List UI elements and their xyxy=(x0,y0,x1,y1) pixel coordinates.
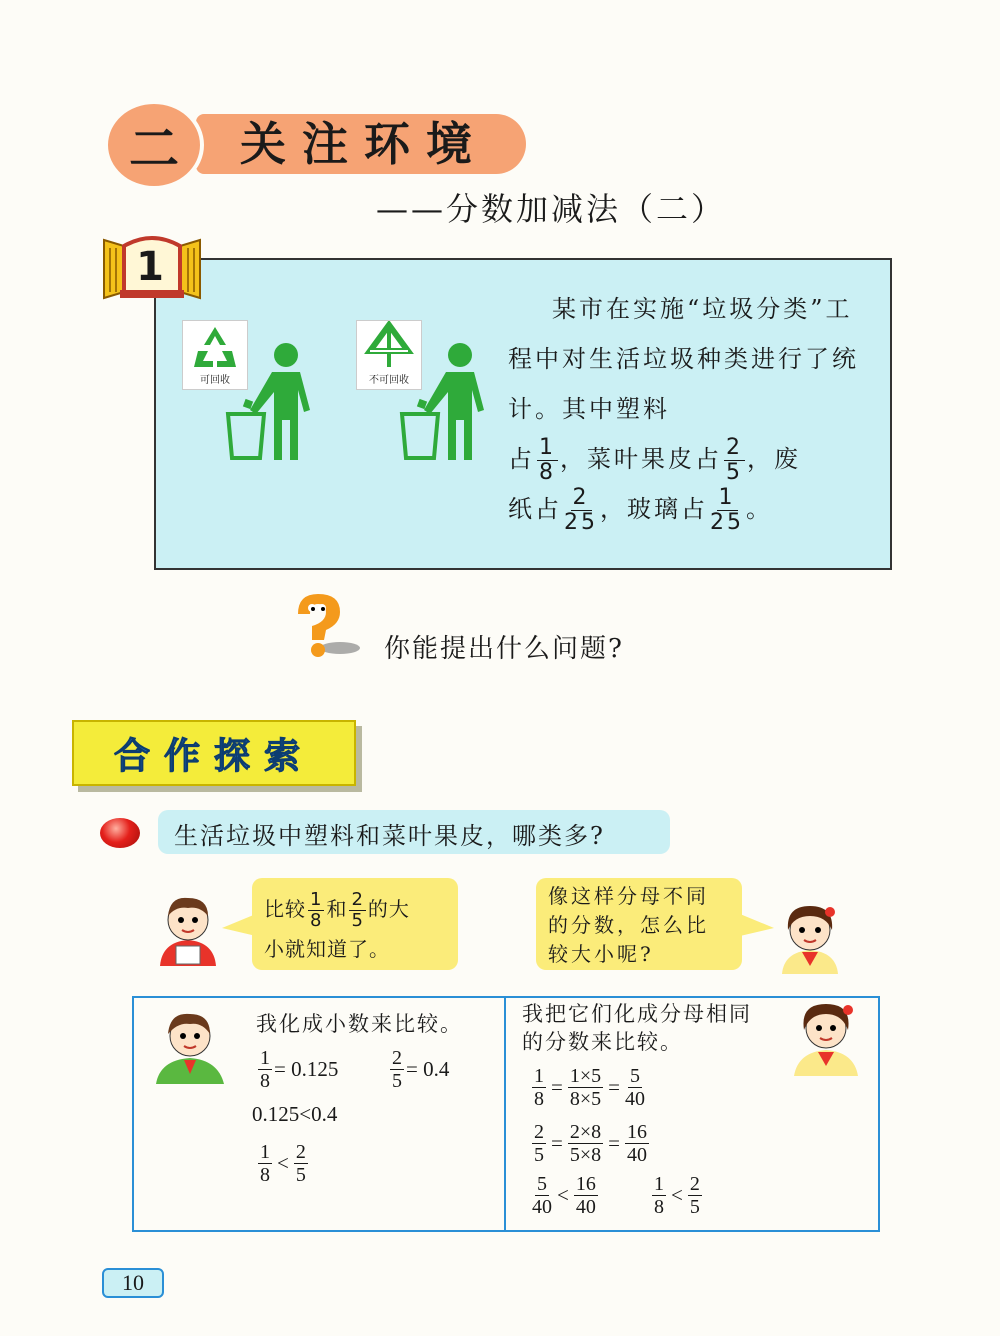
fraction xyxy=(294,1142,308,1185)
fraction-denominator: 8 xyxy=(539,460,556,485)
question-mark-icon xyxy=(286,590,366,662)
fraction-numerator: 1 xyxy=(534,1065,544,1087)
comparison-operator: < xyxy=(277,1151,289,1175)
recyclable-label: 可回收 xyxy=(200,375,230,386)
fraction-numerator: 2 xyxy=(572,485,590,510)
fraction-denominator: 8 xyxy=(654,1196,664,1218)
method1-equation-2 xyxy=(388,1048,449,1091)
fraction-denominator: 5 xyxy=(689,1196,700,1218)
unit-number: 二 xyxy=(129,119,179,178)
equals-sign: = xyxy=(608,1075,620,1099)
fraction-denominator: 40 xyxy=(575,1196,596,1218)
question-text: 你能提出什么问题? xyxy=(384,634,624,664)
fraction-numerator: 2 xyxy=(392,1047,402,1069)
fraction xyxy=(349,891,365,930)
method2-title xyxy=(522,1000,792,1056)
boy-avatar xyxy=(150,1008,230,1086)
bubble-text: 小就知道了。 xyxy=(264,937,390,961)
fraction-numerator: 2×8 xyxy=(569,1121,602,1143)
bubble-text: 较大小呢? xyxy=(548,942,654,966)
method2-title-line: 的分数来比较。 xyxy=(522,1030,683,1054)
method1-title: 我化成小数来比较。 xyxy=(256,1012,463,1036)
fraction-denominator: 40 xyxy=(624,1088,645,1110)
fraction-denominator: 40 xyxy=(626,1144,647,1166)
equals-sign: = xyxy=(551,1131,563,1155)
bubble-tail xyxy=(222,910,256,940)
scenario-intro: 某市在实施“垃圾分类”工程中对生活垃圾种类进行了统计。其中塑料 xyxy=(508,295,859,423)
section-label-text: 合作探索 xyxy=(113,735,314,777)
method1-decimal-compare: 0.125<0.4 xyxy=(252,1102,338,1126)
bubble-text: 像这样分母不同 xyxy=(548,884,709,908)
glass-fraction xyxy=(710,487,744,534)
fraction-denominator: 8 xyxy=(310,910,323,931)
scenario-text xyxy=(508,284,878,534)
fraction xyxy=(258,1048,272,1091)
fraction xyxy=(390,1048,404,1091)
fraction xyxy=(688,1174,702,1217)
fraction-denominator: 5 xyxy=(534,1144,544,1166)
fraction-numerator: 1 xyxy=(718,485,736,510)
fraction-denominator: 25 xyxy=(564,510,598,535)
fraction xyxy=(625,1122,649,1165)
fraction xyxy=(568,1066,603,1109)
page-number-badge xyxy=(102,1268,164,1298)
fraction xyxy=(568,1122,603,1165)
scenario-box xyxy=(154,258,892,570)
fraction-numerator: 1 xyxy=(260,1141,270,1163)
section-label xyxy=(72,720,356,786)
person-throwing-trash-icon xyxy=(220,340,320,464)
glass-prefix: ，玻璃占 xyxy=(600,495,708,523)
fraction xyxy=(532,1174,552,1217)
paper-fraction xyxy=(564,487,598,534)
girl-avatar xyxy=(786,1000,866,1078)
fraction-numerator: 2 xyxy=(726,435,743,460)
equals-sign: = xyxy=(551,1075,563,1099)
fraction-denominator: 25 xyxy=(710,510,744,535)
fraction-denominator: 5×8 xyxy=(569,1144,602,1166)
veg-fraction xyxy=(724,437,745,484)
fraction-denominator: 8 xyxy=(260,1164,270,1186)
comparison-operator: < xyxy=(671,1183,683,1207)
unit-title: 关注环境 xyxy=(240,117,488,171)
girl-avatar xyxy=(772,900,848,976)
unit-number-badge xyxy=(104,100,204,190)
veg-suffix: ，废 xyxy=(747,445,801,473)
method2-title-line: 我把它们化成分母相同 xyxy=(522,1002,752,1026)
fraction-numerator: 1 xyxy=(539,435,556,460)
speech-bubble-left-text xyxy=(264,890,454,968)
plastic-fraction xyxy=(537,437,558,484)
fraction-numerator: 1 xyxy=(654,1173,664,1195)
fraction xyxy=(574,1174,598,1217)
veg-prefix: ，菜叶果皮占 xyxy=(560,445,722,473)
fraction-numerator: 16 xyxy=(626,1121,647,1143)
unit-subtitle: ——分数加减法（二） xyxy=(376,190,727,228)
fraction xyxy=(532,1066,546,1109)
fraction-numerator: 2 xyxy=(351,889,364,910)
fraction-numerator: 2 xyxy=(689,1173,700,1195)
fraction xyxy=(532,1122,546,1165)
fraction-denominator: 8 xyxy=(534,1088,544,1110)
example-number: 1 xyxy=(136,244,164,290)
fraction xyxy=(652,1174,666,1217)
fraction-numerator: 2 xyxy=(534,1121,544,1143)
person-throwing-trash-icon xyxy=(394,340,494,464)
method2-compare-1 xyxy=(530,1174,600,1217)
bubble-text: 比较 xyxy=(264,897,306,921)
paper-prefix: 纸占 xyxy=(508,495,562,523)
bubble-text: 的分数，怎么比 xyxy=(548,913,709,937)
fraction-denominator: 40 xyxy=(532,1196,552,1218)
boy-avatar xyxy=(152,892,224,972)
method2-compare-2 xyxy=(650,1174,704,1217)
fraction xyxy=(258,1142,272,1185)
fraction-numerator: 16 xyxy=(575,1173,596,1195)
fraction-numerator: 1×5 xyxy=(569,1065,602,1087)
solutions-divider xyxy=(504,996,506,1232)
decimal-value: = 0.125 xyxy=(274,1057,339,1081)
bubble-tail xyxy=(740,910,774,940)
fraction-denominator: 5 xyxy=(392,1070,402,1092)
bubble-text: 的大 xyxy=(367,897,410,921)
bullet-icon xyxy=(100,818,140,848)
method2-equation-1 xyxy=(530,1066,647,1109)
non-recyclable-label: 不可回收 xyxy=(369,375,409,386)
decimal-value: = 0.4 xyxy=(406,1057,450,1081)
fraction-numerator: 2 xyxy=(295,1141,306,1163)
method1-result xyxy=(256,1142,310,1185)
method1-equation-1 xyxy=(256,1048,338,1091)
fraction-denominator: 5 xyxy=(351,910,364,931)
equals-sign: = xyxy=(608,1131,620,1155)
fraction-numerator: 1 xyxy=(310,889,323,910)
comparison-operator: < xyxy=(557,1183,569,1207)
fraction-numerator: 1 xyxy=(260,1047,270,1069)
fraction-denominator: 8 xyxy=(260,1070,270,1092)
sub-question-text: 生活垃圾中塑料和菜叶果皮，哪类多? xyxy=(174,822,605,850)
fraction-numerator: 5 xyxy=(537,1173,547,1195)
fraction xyxy=(625,1066,645,1109)
fraction-numerator: 5 xyxy=(629,1065,640,1087)
fraction-denominator: 5 xyxy=(295,1164,306,1186)
fraction xyxy=(308,891,324,930)
page-number: 10 xyxy=(122,1270,144,1295)
fraction-denominator: 8×5 xyxy=(569,1088,602,1110)
speech-bubble-right-text xyxy=(548,882,738,969)
fraction-denominator: 5 xyxy=(726,460,743,485)
method2-equation-2 xyxy=(530,1122,651,1165)
plastic-prefix: 占 xyxy=(508,445,535,473)
bubble-text: 和 xyxy=(326,897,348,921)
glass-suffix: 。 xyxy=(746,495,773,523)
